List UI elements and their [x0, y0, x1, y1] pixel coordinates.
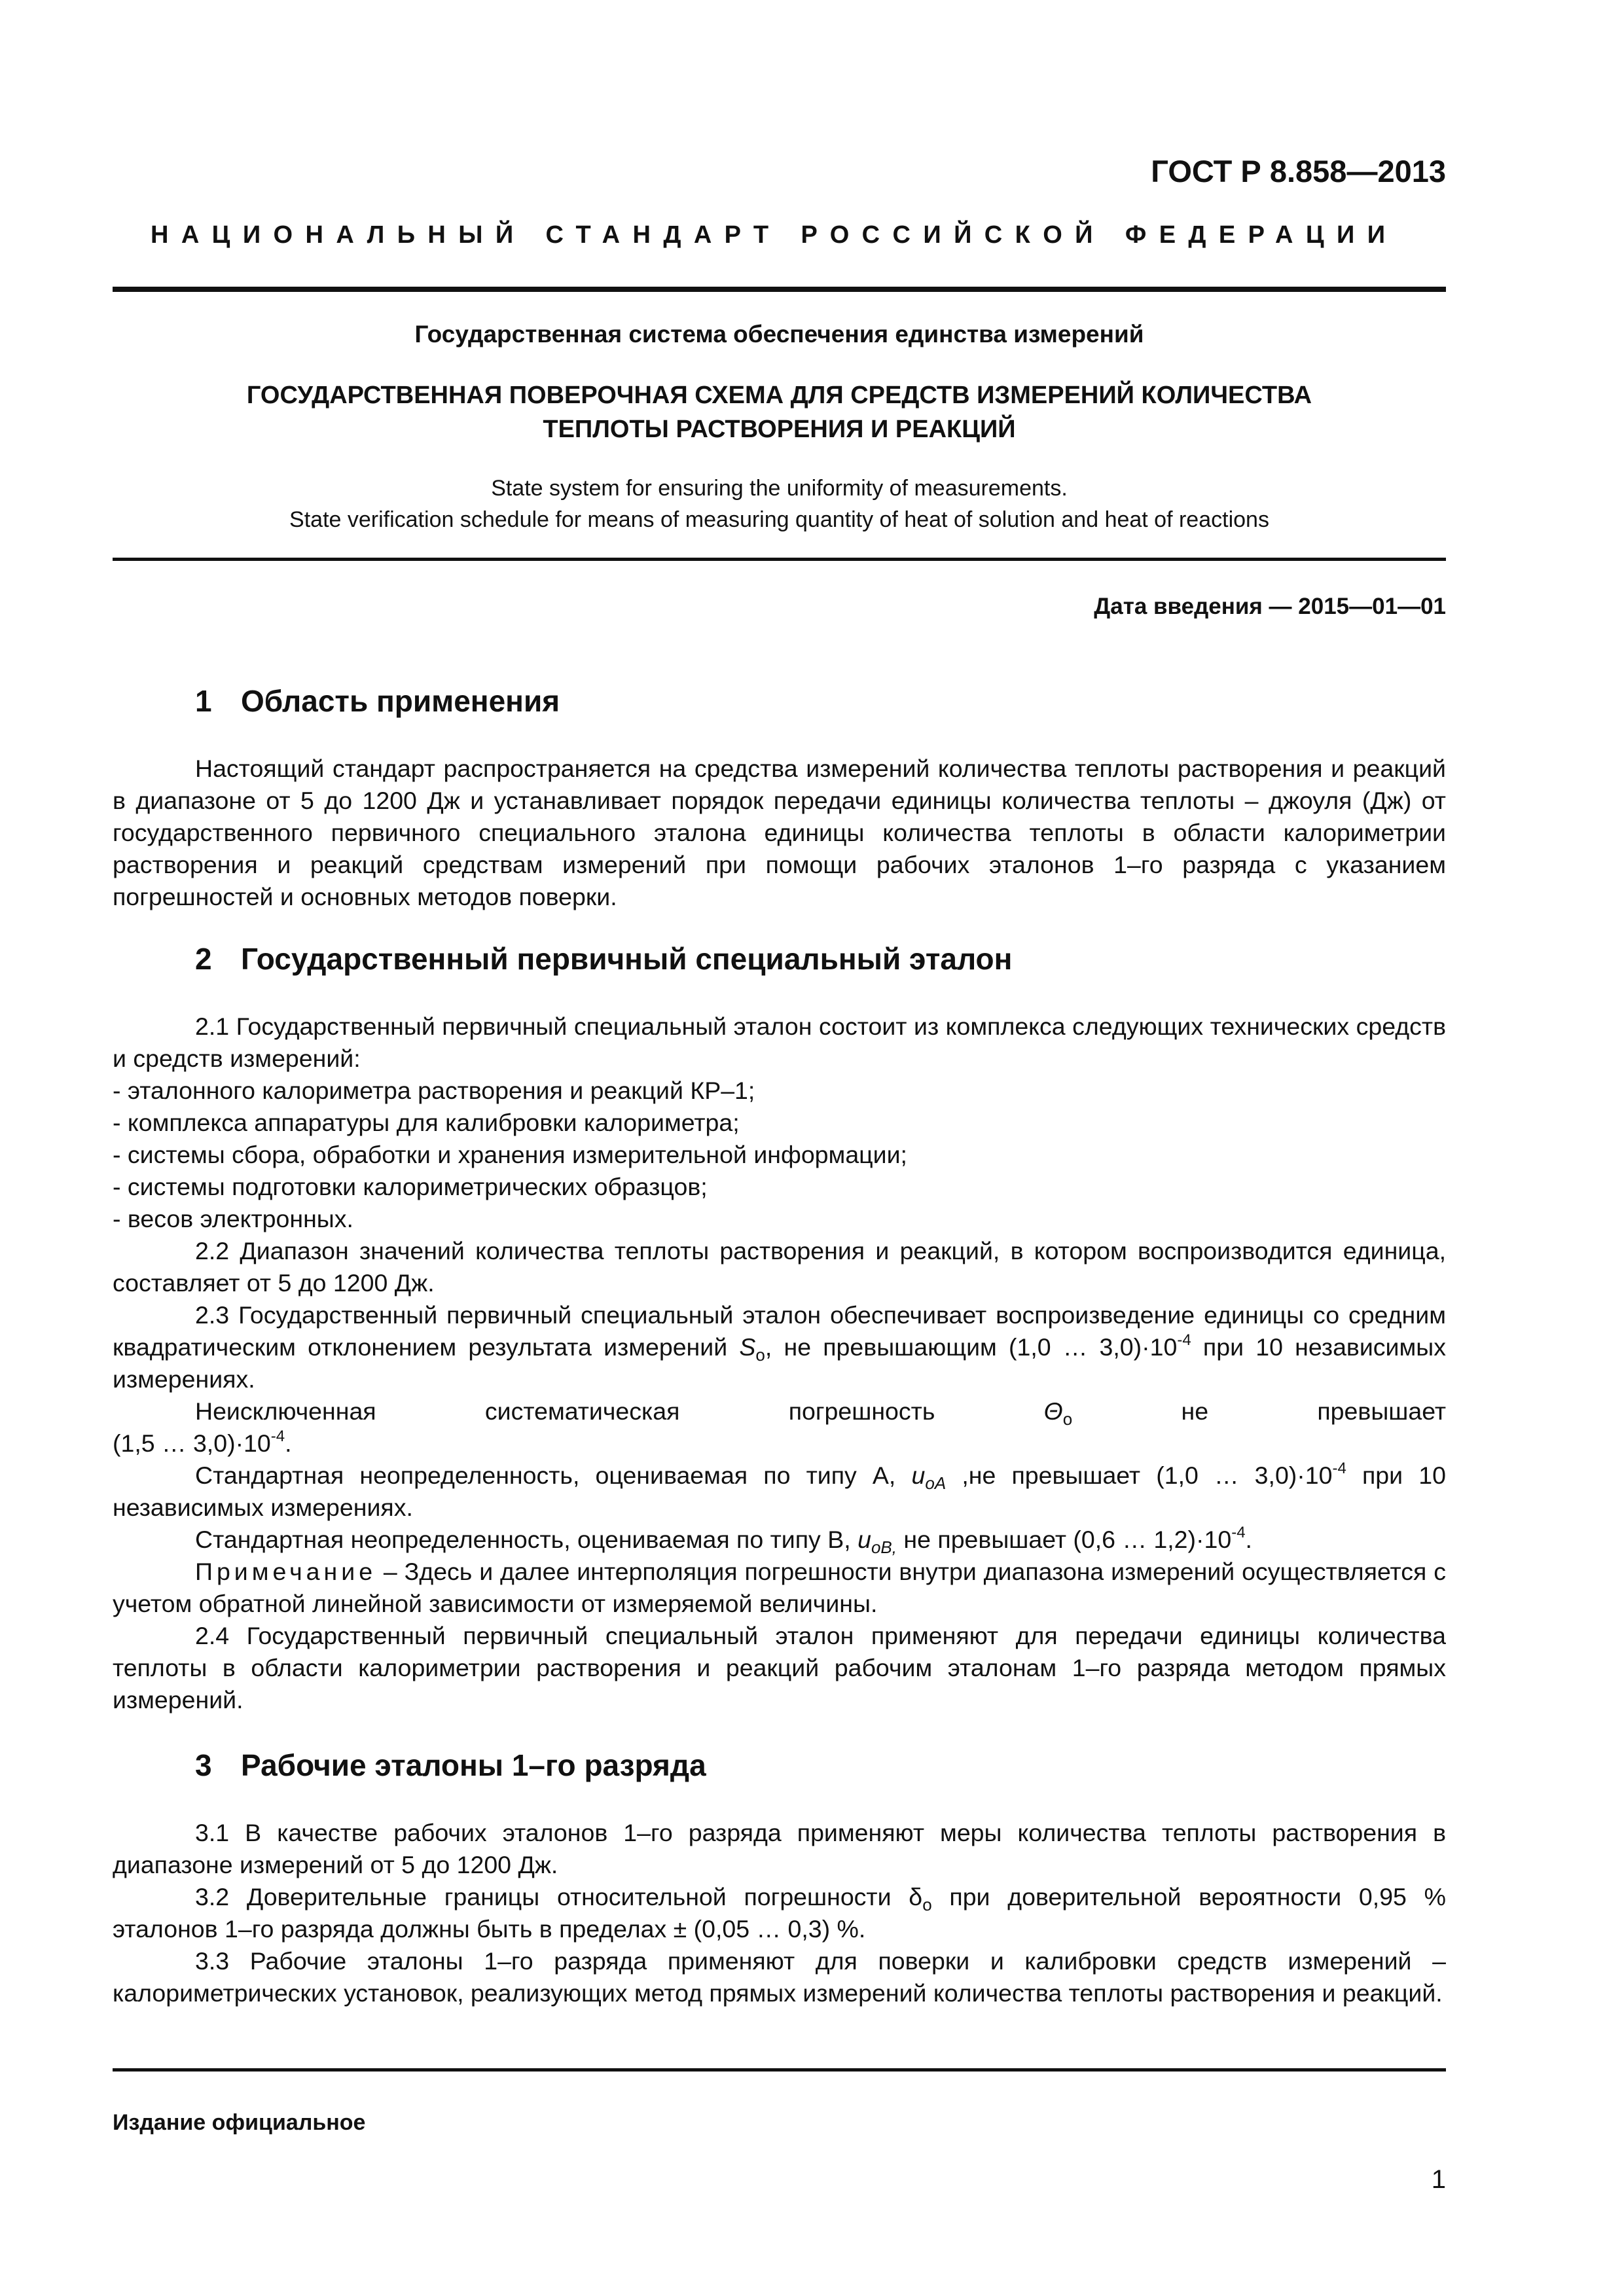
standard-code: ГОСТ Р 8.858—2013 — [1151, 154, 1446, 188]
section-2-body — [113, 1011, 1446, 1716]
section-1-body — [113, 753, 1446, 913]
section-title: Рабочие эталоны 1–го разряда — [241, 1748, 706, 1782]
section-2-heading — [195, 941, 1012, 977]
list-item: - системы сбора, обработки и хранения измерительной информации; — [113, 1141, 907, 1168]
english-title-line-1: State system for ensuring the uniformity of measurements. — [491, 476, 1068, 501]
section-number: 2 — [195, 942, 212, 976]
list-item: - эталонного калориметра растворения и реакций КР–1; — [113, 1077, 755, 1104]
section-number: 3 — [195, 1748, 212, 1782]
uncertainty-type-b: Стандартная неопределенность, оцениваемая по типу В, $u_{оВ,}$ не превышает (0,6 … $1,2)\cdot 10^{-4}$. — [195, 1524, 1252, 1557]
introduction-date: Дата введения — 2015—01—01 — [1094, 594, 1446, 619]
title-line-1: ГОСУДАРСТВЕННАЯ ПОВЕРОЧНАЯ СХЕМА ДЛЯ СРЕДСТВ ИЗМЕРЕНИЙ КОЛИЧЕСТВА — [246, 382, 1312, 409]
section-title: Область применения — [241, 684, 560, 718]
systematic-error-line: Неисключенная систематическая погрешность $\Theta_о$ не превышает — [195, 1397, 1446, 1429]
national-standard-heading: НАЦИОНАЛЬНЫЙ СТАНДАРТ РОССИЙСКОЙ ФЕДЕРАЦИИ — [151, 221, 1398, 249]
paragraph-2-1: 2.1 Государственный первичный специальный эталон состоит из комплекса следующих технических средств и средств измерений: — [113, 1013, 1446, 1072]
paragraph-2-2: 2.2 Диапазон значений количества теплоты растворения и реакций, в котором воспроизводится единица, составляет от 5 до 1200 Дж. — [113, 1237, 1446, 1297]
paragraph: Настоящий стандарт распространяется на средства измерений количества теплоты растворения и реакций в диапазоне от 5 до 1200 Дж и устанавливает порядок передачи единицы количества теплоты – джоуля (Дж) от государственного первичного специального эталона единицы количества теплоты в области калориметрии растворения и реакций средствам измерений при помощи рабочих эталонов 1–го разряда с указанием погрешностей и основных методов поверки. — [113, 755, 1446, 910]
list-item: - комплекса аппаратуры для калибровки калориметра; — [113, 1109, 740, 1136]
top-thick-rule — [113, 287, 1446, 292]
note: Примечание – Здесь и далее интерполяция погрешности внутри диапазона измерений осуществляется с учетом обратной линейной зависимости от измеряемой величины. — [113, 1558, 1446, 1617]
system-name: Государственная система обеспечения единства измерений — [414, 321, 1144, 348]
list-item: - весов электронных. — [113, 1205, 353, 1232]
section-1-heading — [195, 683, 560, 719]
paragraph-3-2: 3.2 Доверительные границы относительной погрешности $\delta_о$ при доверительной вероятности 0,95 % эталонов 1–го разряда должны быть в пределах ± (0,05 … 0,3) %. — [113, 1883, 1446, 1943]
title-bottom-rule — [113, 558, 1446, 561]
paragraph-3-1: 3.1 В качестве рабочих эталонов 1–го разряда применяют меры количества теплоты растворения в диапазоне измерений от 5 до 1200 Дж. — [113, 1819, 1446, 1878]
edition-label: Издание официальное — [113, 2110, 366, 2135]
english-title-line-2: State verification schedule for means of measuring quantity of heat of solution and heat of reactions — [289, 507, 1269, 532]
title-line-2: ТЕПЛОТЫ РАСТВОРЕНИЯ И РЕАКЦИЙ — [543, 416, 1016, 443]
footer-rule — [113, 2068, 1446, 2072]
list-item: - системы подготовки калориметрических образцов; — [113, 1173, 708, 1200]
section-number: 1 — [195, 684, 212, 718]
document-title — [113, 378, 1446, 446]
paragraph-2-3: 2.3 Государственный первичный специальный эталон обеспечивает воспроизведение единицы со средним квадратическим отклонением результата измерений $S_о$, не превышающим (1,0 … $3,0)\cdot 10^{-4}$ при 10 независимых измерениях. — [113, 1301, 1446, 1393]
section-3-heading — [195, 1748, 706, 1783]
page-number: 1 — [1431, 2165, 1446, 2194]
paragraph-2-4: 2.4 Государственный первичный специальный эталон применяют для передачи единицы количества теплоты в области калориметрии растворения и реакций рабочим эталонам 1–го разряда методом прямых измерений. — [113, 1622, 1446, 1713]
systematic-error-value: (1,5 … $3,0)\cdot 10^{-4}$. — [113, 1427, 292, 1457]
paragraph-3-3: 3.3 Рабочие эталоны 1–го разряда применяют для поверки и калибровки средств измерений – калориметрических установок, реализующих метод прямых измерений количества теплоты растворения и реакций. — [113, 1947, 1446, 2007]
section-3-body — [113, 1817, 1446, 2009]
uncertainty-type-a: Стандартная неопределенность, оцениваемая по типу А, $u_{оА}$ ,не превышает (1,0 … $3,0)\cdot 10^{-4}$ при 10 независимых измерениях. — [113, 1460, 1446, 1521]
english-title — [113, 473, 1446, 535]
section-title: Государственный первичный специальный эталон — [241, 942, 1013, 976]
